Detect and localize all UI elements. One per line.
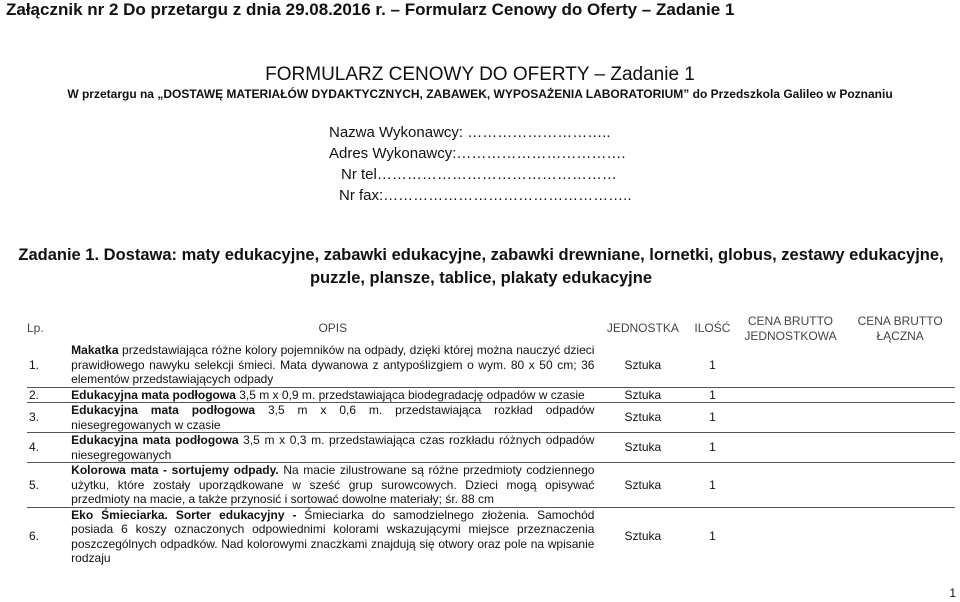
row-lp: 2. bbox=[27, 387, 69, 403]
header-jednostka: JEDNOSTKA bbox=[606, 321, 679, 336]
task-line-1: Zadanie 1. Dostawa: maty edukacyjne, zabawki edukacyjne, zabawki drewniane, lornetki, globus, zestawy edukacyjne, bbox=[18, 246, 944, 264]
row-item-name: Makatka bbox=[71, 343, 119, 357]
row-item-name: Kolorowa mata - sortujemy odpady. bbox=[71, 463, 279, 477]
row-total-price bbox=[845, 433, 955, 463]
row-unit: Sztuka bbox=[596, 387, 689, 403]
row-qty: 1 bbox=[709, 357, 716, 372]
row-unit: Sztuka bbox=[596, 507, 689, 566]
row-qty: 1 bbox=[689, 387, 735, 403]
row-description bbox=[69, 463, 596, 508]
row-unit: Sztuka bbox=[596, 433, 689, 463]
row-total-price bbox=[845, 507, 955, 566]
table-row bbox=[27, 463, 955, 508]
row-unit-price bbox=[736, 403, 846, 433]
price-table bbox=[27, 314, 955, 566]
row-lp: 5. bbox=[27, 463, 69, 508]
contractor-name-field: Nazwa Wykonawcy: ……………………….. bbox=[329, 124, 611, 141]
row-item-desc: 3,5 m x 0,6 m. przedstawiająca rozkład odpadów niesegregowanych w czasie bbox=[71, 403, 595, 432]
row-qty: 1 bbox=[689, 433, 735, 463]
task-line-2: puzzle, plansze, tablice, plakaty edukacyjne bbox=[309, 269, 653, 287]
form-subtitle: W przetargu na „DOSTAWĘ MATERIAŁÓW DYDAKTYCZNYCH, ZABAWEK, WYPOSAŻENIA LABORATORIUM” do Przedszkola Galileo w Poznaniu bbox=[67, 87, 893, 101]
row-unit: Sztuka bbox=[624, 357, 662, 372]
row-lp: 3. bbox=[27, 403, 69, 433]
row-unit-price bbox=[736, 433, 846, 463]
row-unit-price bbox=[736, 507, 846, 566]
header-cena-laczna: CENA BRUTTO ŁĄCZNA bbox=[857, 314, 943, 343]
row-item-name: Edukacyjna mata podłogowa bbox=[71, 433, 239, 447]
header-ilosc: ILOŚĆ bbox=[694, 321, 731, 336]
header-lp: Lp. bbox=[27, 321, 44, 336]
contractor-address-field: Adres Wykonawcy:……………………………. bbox=[329, 145, 626, 162]
table-row bbox=[27, 433, 955, 463]
row-item-name: Edukacyjna mata podłogowa bbox=[71, 387, 236, 402]
table-header-row bbox=[27, 314, 955, 343]
row-total-price bbox=[845, 387, 955, 403]
row-unit-price bbox=[736, 463, 846, 508]
header-opis: OPIS bbox=[318, 321, 348, 336]
row-item-desc: Na macie zilustrowane są różne przedmioty codziennego użytku, które zostały uporządkowane w sześć grup surowcowych. Dzieci mogą opisywać przedmioty na macie, a także przynosić i sortować dowolne materiały; śr. 88 cm bbox=[71, 463, 595, 506]
row-total-price bbox=[845, 343, 955, 387]
row-qty: 1 bbox=[689, 403, 735, 433]
document-header: Załącznik nr 2 Do przetargu z dnia 29.08.2016 r. – Formularz Cenowy do Oferty – Zadanie 1 bbox=[6, 0, 735, 19]
row-item-desc: 3,5 m x 0,3 m. przedstawiająca czas rozkładu różnych odpadów niesegregowanych bbox=[71, 433, 595, 462]
row-item-name: Edukacyjna mata podłogowa bbox=[71, 403, 256, 417]
row-lp: 4. bbox=[27, 433, 69, 463]
contractor-phone-field: Nr tel………………………………………… bbox=[341, 166, 617, 183]
header-cena-jednostkowa: CENA BRUTTO JEDNOSTKOWA bbox=[744, 314, 837, 343]
row-item-desc: Śmieciarka do samodzielnego złożenia. Samochód posiada 6 koszy oznaczonych odpowiednimi kolorami wskazującymi miejsce przeznaczenia poszczególnych odpadków. Nad kolorowymi znaczkami znajdują się otwory oraz pole na wpisanie rodzaju bbox=[71, 507, 595, 565]
row-item-name: Eko Śmieciarka. Sorter edukacyjny - bbox=[71, 507, 297, 522]
table-row bbox=[27, 343, 955, 387]
row-qty: 1 bbox=[689, 463, 735, 508]
row-lp: 6. bbox=[27, 507, 69, 566]
page-number: 1 bbox=[949, 586, 956, 600]
row-description bbox=[69, 507, 596, 566]
row-qty: 1 bbox=[689, 507, 735, 566]
table-row bbox=[27, 507, 955, 566]
table-row bbox=[27, 403, 955, 433]
row-item-desc: 3,5 m x 0,9 m. przedstawiająca biodegradację odpadów w czasie bbox=[235, 387, 585, 402]
contractor-fax-field: Nr fax:………………………………………….. bbox=[339, 187, 632, 204]
row-unit: Sztuka bbox=[596, 463, 689, 508]
row-description bbox=[69, 433, 596, 463]
row-unit: Sztuka bbox=[596, 403, 689, 433]
row-unit-price bbox=[736, 387, 846, 403]
form-title: FORMULARZ CENOWY DO OFERTY – Zadanie 1 bbox=[265, 64, 695, 85]
row-unit-price bbox=[736, 343, 846, 387]
row-description bbox=[69, 387, 596, 403]
task-description bbox=[6, 244, 956, 290]
row-description bbox=[69, 403, 596, 433]
row-item-desc: przedstawiająca różne kolory pojemników na odpady, dzięki której można nauczyć dzieci prawidłowego nawyku selekcji śmieci. Mata dywanowa z antypoślizgiem o wym. 80 x 50 cm; 36 elementów przedstawiających odpady bbox=[71, 343, 595, 386]
row-total-price bbox=[845, 403, 955, 433]
row-description bbox=[69, 343, 596, 387]
row-lp: 1. bbox=[29, 357, 40, 372]
table-row bbox=[27, 387, 955, 403]
row-total-price bbox=[845, 463, 955, 508]
